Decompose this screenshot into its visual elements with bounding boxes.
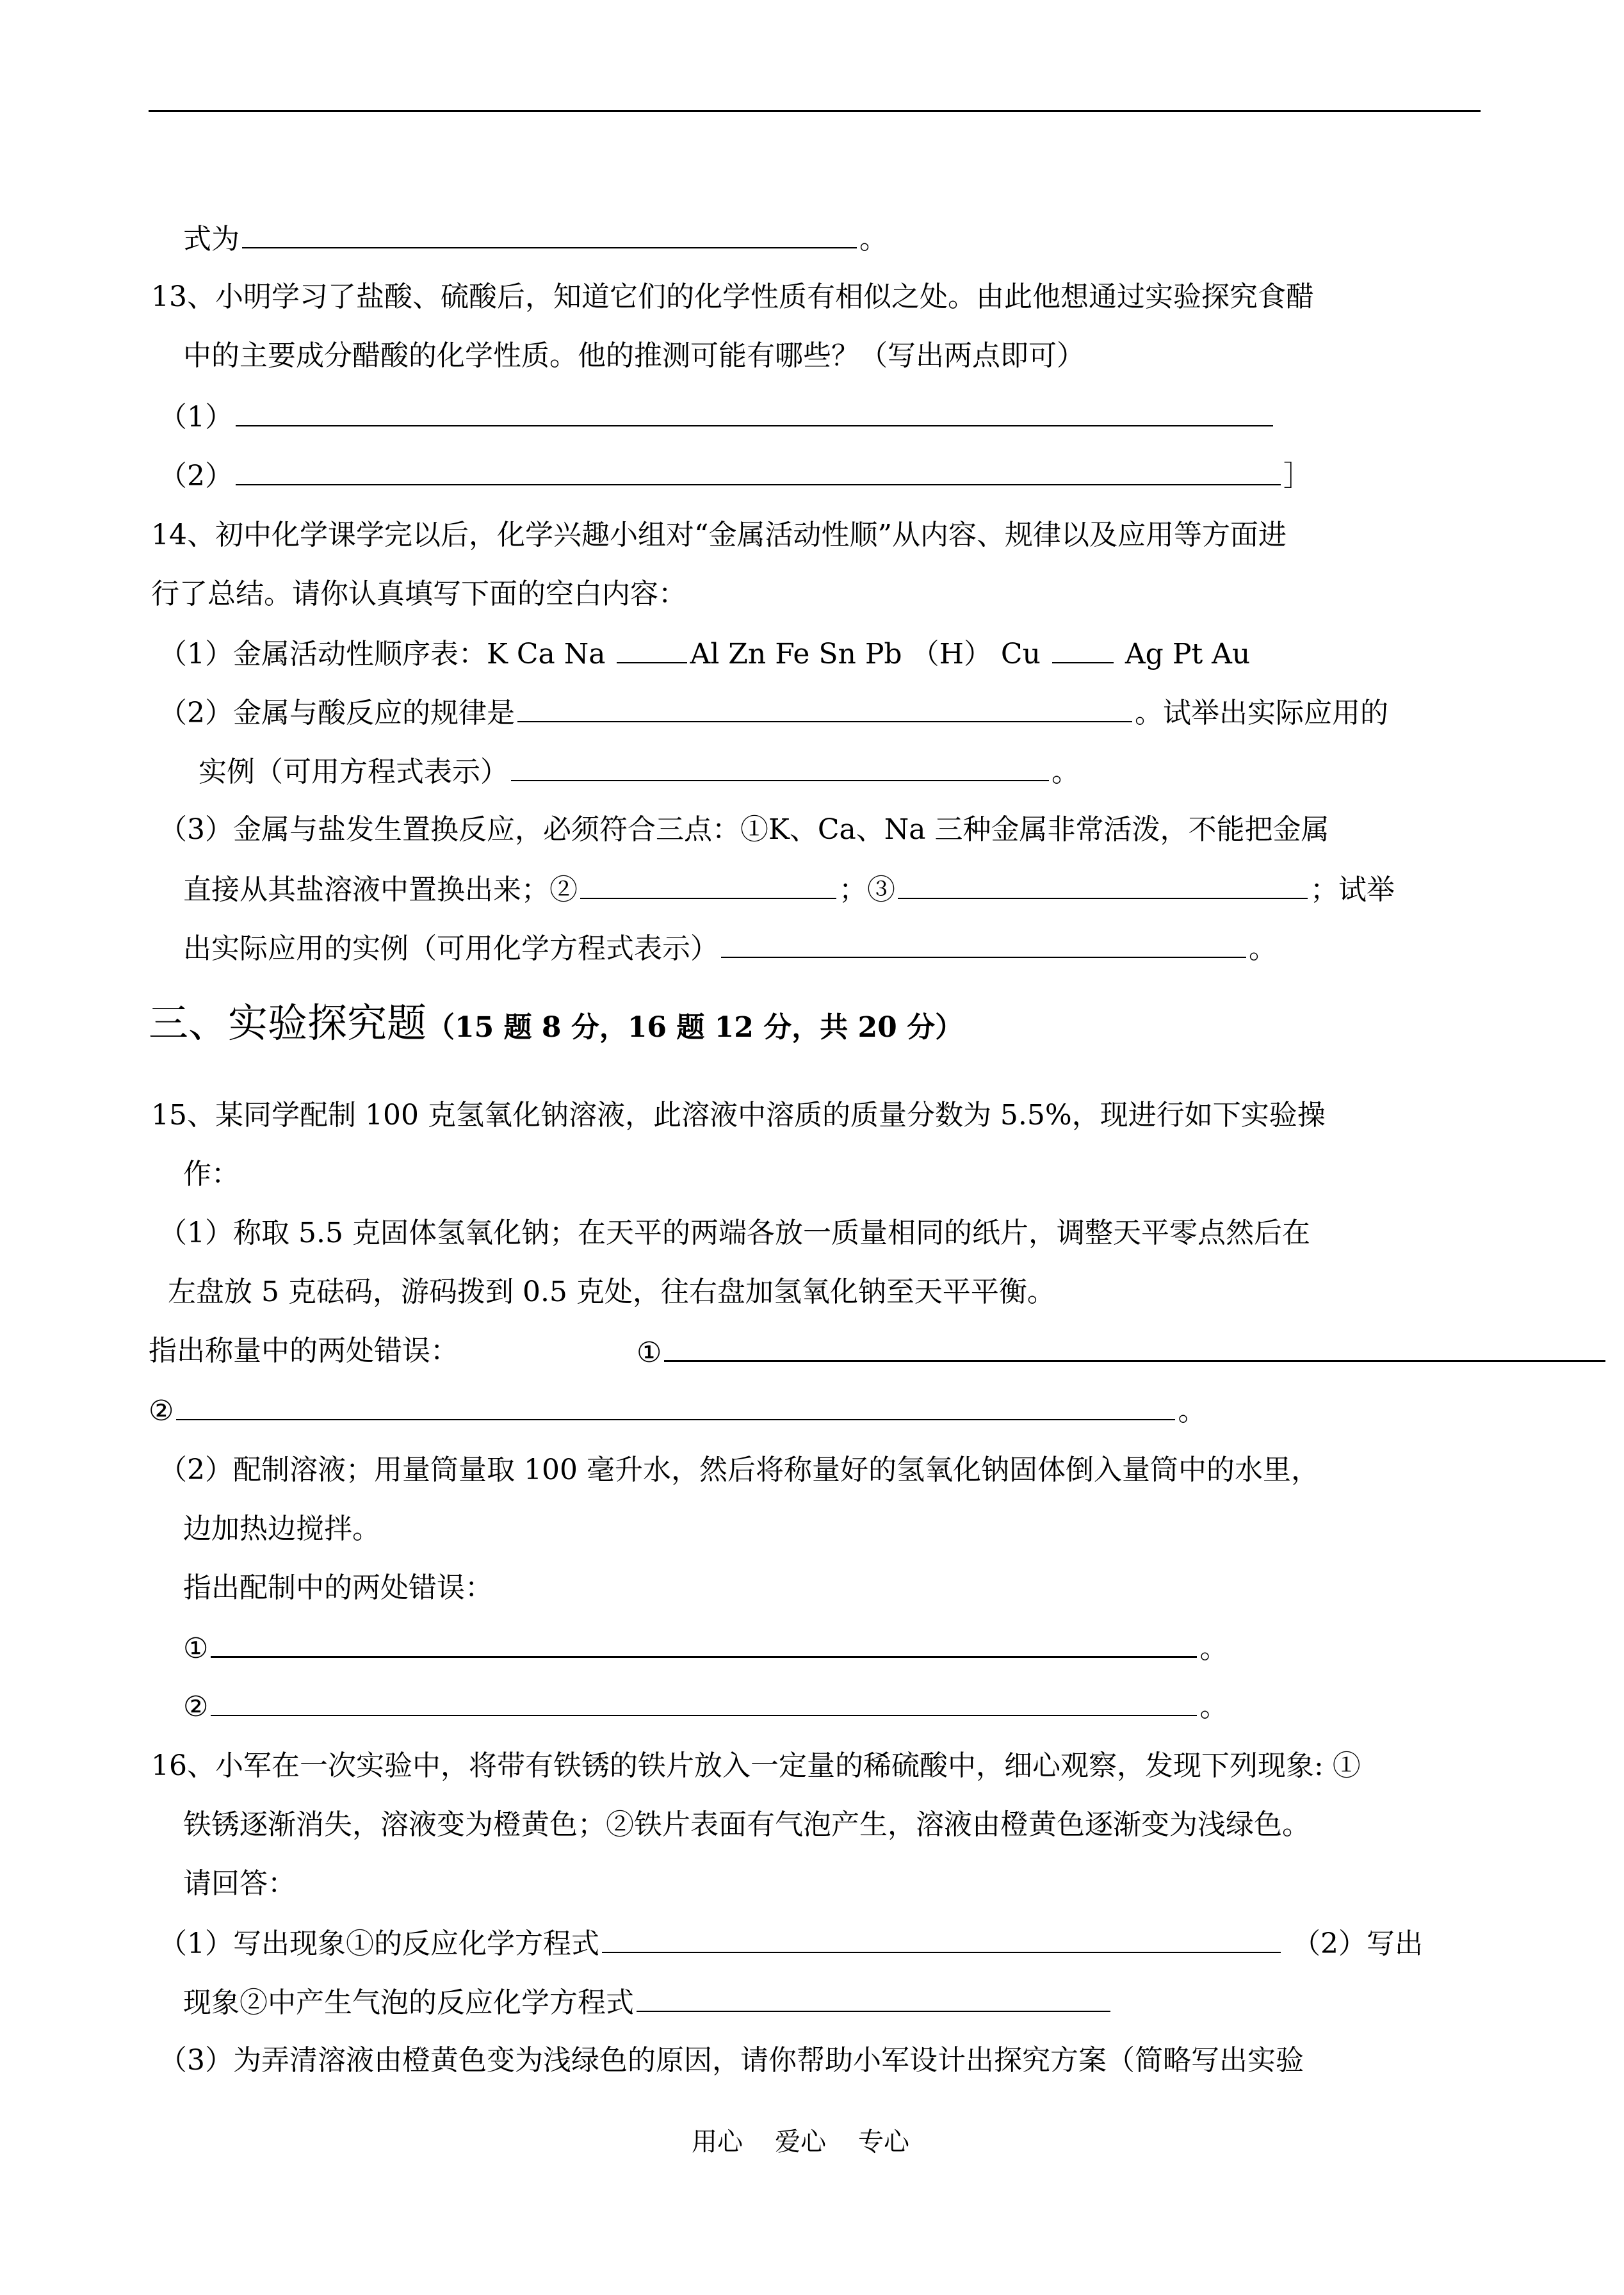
q15-part1-line1: （1）称取 5.5 克固体氢氧化钠；在天平的两端各放一质量相同的纸片，调整天平零点然后在	[159, 1217, 1310, 1249]
answer-blank[interactable]	[637, 1983, 1110, 2012]
q16-line2: 铁锈逐渐消失，溶液变为橙黄色；②铁片表面有气泡产生，溶液由橙黄色逐渐变为浅绿色。	[183, 1808, 1310, 1841]
answer-blank[interactable]	[211, 1628, 1197, 1658]
q13-answer-1: （1）	[159, 397, 1276, 437]
answer-blank[interactable]	[242, 219, 857, 248]
q13-line1: 13、小明学习了盐酸、硫酸后，知道它们的化学性质有相似之处。由此他想通过实验探究食醋	[151, 280, 1314, 313]
answer-blank[interactable]	[511, 752, 1049, 781]
q14-part2-example: 实例（可用方程式表示） 。	[199, 752, 1080, 791]
q16-line1: 16、小军在一次实验中，将带有铁锈的铁片放入一定量的稀硫酸中，细心观察，发现下列现象: ①	[151, 1749, 1361, 1782]
q16-part3: （3）为弄清溶液由橙黄色变为浅绿色的原因，请你帮助小军设计出探究方案（简略写出实验	[159, 2044, 1304, 2077]
q15-line1: 15、某同学配制 100 克氢氧化钠溶液，此溶液中溶质的质量分数为 5.5%，现进行如下实验操	[151, 1099, 1326, 1131]
answer-blank[interactable]	[236, 397, 1273, 426]
answer-blank[interactable]	[602, 1924, 1281, 1953]
q14-line2: 行了总结。请你认真填写下面的空白内容：	[151, 578, 686, 610]
answer-blank[interactable]	[211, 1687, 1197, 1716]
q16-part2: 现象②中产生气泡的反应化学方程式	[183, 1983, 1113, 2022]
q13-answer-2: （2） ］	[159, 456, 1311, 496]
answer-blank[interactable]	[580, 870, 836, 899]
q15-part2-error-1: ① 。	[183, 1628, 1228, 1668]
q15-part1-line2: 左盘放 5 克砝码，游码拨到 0.5 克处，往右盘加氢氧化钠至天平平衡。	[168, 1276, 1055, 1308]
section-title: 三、实验探究题（15 题 8 分，16 题 12 分，共 20 分）	[149, 1000, 964, 1046]
header-rule	[149, 110, 1481, 112]
q15-part2-error-2: ② 。	[183, 1687, 1228, 1726]
q15-error-1: ①	[637, 1332, 1608, 1372]
answer-blank[interactable]	[1052, 634, 1114, 663]
q14-part3-line1: （3）金属与盐发生置换反应，必须符合三点：①K、Ca、Na 三种金属非常活泼，不能把金属	[159, 813, 1329, 846]
q14-part3-line3: 出实际应用的实例（可用化学方程式表示） 。	[183, 929, 1277, 968]
answer-blank[interactable]	[617, 634, 687, 663]
answer-blank[interactable]	[721, 929, 1246, 958]
q13-line2: 中的主要成分醋酸的化学性质。他的推测可能有哪些？（写出两点即可）	[183, 339, 1085, 372]
q15-line2: 作：	[183, 1158, 240, 1190]
q16-line3: 请回答：	[183, 1867, 296, 1900]
answer-blank[interactable]	[664, 1332, 1605, 1362]
q15-error-2: ② 。	[149, 1391, 1206, 1431]
q14-part2: （2）金属与酸反应的规律是 。试举出实际应用的	[159, 693, 1388, 733]
q15-part2-line1: （2）配制溶液；用量筒量取 100 毫升水，然后将称量好的氢氧化钠固体倒入量筒中的水里，	[159, 1454, 1319, 1486]
q15-errors-label: 指出称量中的两处错误：	[149, 1334, 459, 1367]
q16-part1: （1）写出现象①的反应化学方程式 （2）写出	[159, 1924, 1423, 1963]
answer-blank[interactable]	[898, 870, 1308, 899]
q14-line1: 14、初中化学课学完以后，化学兴趣小组对“金属活动性顺”从内容、规律以及应用等方面进	[151, 519, 1287, 551]
answer-blank[interactable]	[176, 1391, 1175, 1420]
answer-blank[interactable]	[236, 456, 1281, 485]
q14-part1: （1）金属活动性顺序表：K Ca Na Al Zn Fe Sn Pb （H） Cu Ag Pt Au	[159, 634, 1250, 674]
answer-blank[interactable]	[517, 693, 1132, 722]
footer: 用心 爱心 专心	[692, 2127, 909, 2157]
q15-part2-errors-label: 指出配制中的两处错误：	[183, 1571, 493, 1604]
q15-part2-line2: 边加热边搅拌。	[183, 1512, 380, 1545]
formula-line: 式为 。	[183, 219, 888, 259]
q14-part3-line2: 直接从其盐溶液中置换出来；② ；③ ；试举	[183, 870, 1395, 909]
